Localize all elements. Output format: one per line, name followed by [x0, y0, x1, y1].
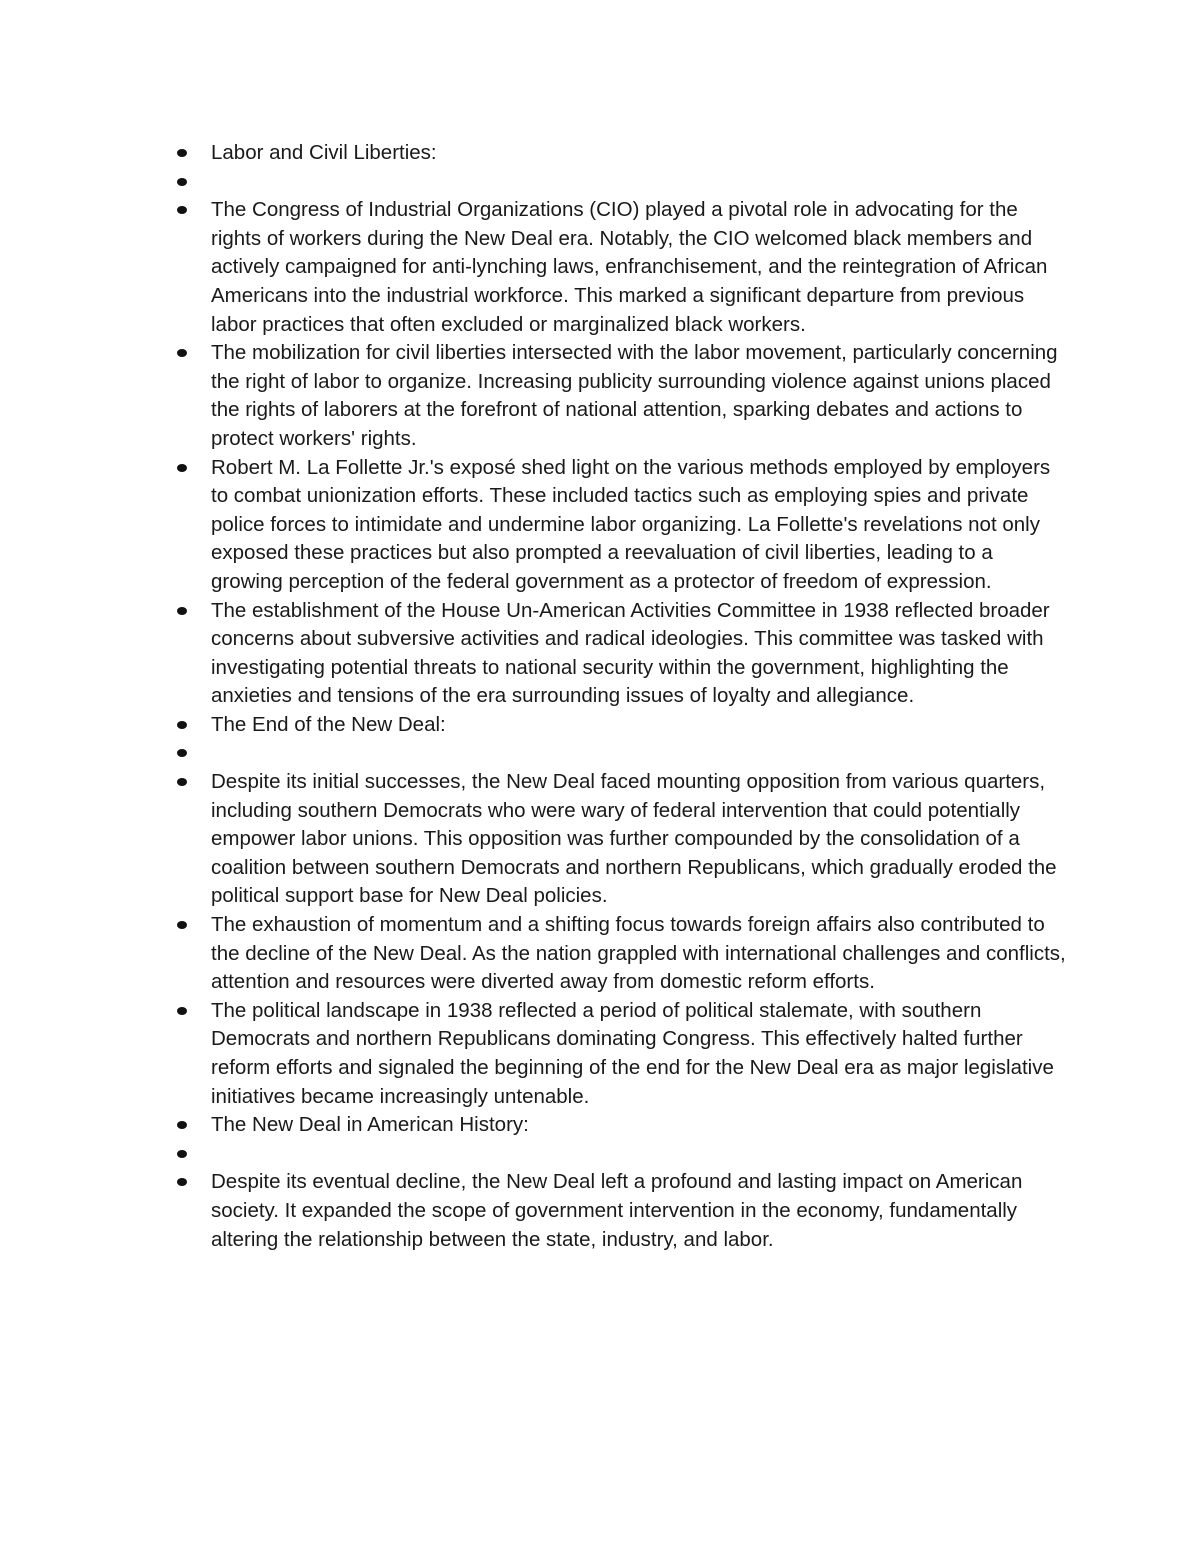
list-item-empty — [176, 168, 1066, 197]
bullet-icon — [177, 778, 187, 786]
bullet-icon — [177, 149, 187, 157]
list-item — [176, 768, 1066, 911]
list-item-text: The exhaustion of momentum and a shifting focus towards foreign affairs also contributed to the decline of the New Deal. As the nation grappled with international challenges and conflicts, attention and resources were diverted away from domestic reform efforts. — [211, 913, 1066, 994]
list-item-text: Despite its initial successes, the New Deal faced mounting opposition from various quarters, including southern Democrats who were wary of federal intervention that could potentially empower labor unions. This opposition was further compounded by the consolidation of a coalition between southern Democrats and northern Republicans, which gradually eroded the political support base for New Deal policies. — [211, 770, 1057, 908]
list-item — [176, 339, 1066, 453]
list-item-empty — [176, 739, 1066, 768]
list-item-text: The Congress of Industrial Organizations (CIO) played a pivotal role in advocating for the rights of workers during the New Deal era. Notably, the CIO welcomed black members and actively campaigned for anti-lynching laws, enfranchisement, and the reintegration of African Americans into the industrial workforce. This marked a significant departure from previous labor practices that often excluded or marginalized black workers. — [211, 198, 1048, 336]
bullet-icon — [177, 178, 187, 186]
bullet-icon — [177, 464, 187, 472]
section-heading-labor-civil-liberties — [176, 139, 1066, 168]
section-heading-new-deal-in-history — [176, 1111, 1066, 1140]
list-item — [176, 597, 1066, 711]
list-item — [176, 196, 1066, 339]
bullet-icon — [177, 921, 187, 929]
bullet-icon — [177, 749, 187, 757]
list-item-text: The End of the New Deal: — [211, 712, 446, 736]
list-item-text: The New Deal in American History: — [211, 1113, 529, 1137]
list-item-text: Despite its eventual decline, the New Deal left a profound and lasting impact on American society. It expanded the scope of government intervention in the economy, fundamentally altering the relationship between the state, industry, and labor. — [211, 1170, 1023, 1251]
bullet-icon — [177, 1007, 187, 1015]
list-item — [176, 997, 1066, 1111]
bullet-icon — [177, 1150, 187, 1158]
bullet-list — [176, 139, 1066, 1254]
list-item-empty — [176, 1140, 1066, 1169]
list-item-text: The political landscape in 1938 reflected a period of political stalemate, with southern Democrats and northern Republicans dominating Congress. This effectively halted further reform efforts and signaled the beginning of the end for the New Deal era as major legislative initiatives became increasingly untenable. — [211, 998, 1054, 1108]
list-item-text: Robert M. La Follette Jr.'s exposé shed light on the various methods employed by employers to combat unionization efforts. These included tactics such as employing spies and private police forces to intimidate and undermine labor organizing. La Follette's revelations not only exposed these practices but also prompted a reevaluation of civil liberties, leading to a growing perception of the federal government as a protector of freedom of expression. — [211, 455, 1051, 593]
list-item-text: The establishment of the House Un-American Activities Committee in 1938 reflected broader concerns about subversive activities and radical ideologies. This committee was tasked with investigating potential threats to national security within the government, highlighting the anxieties and tensions of the era surrounding issues of loyalty and allegiance. — [211, 598, 1050, 708]
bullet-icon — [177, 206, 187, 214]
list-item — [176, 1168, 1066, 1254]
bullet-icon — [177, 349, 187, 357]
list-item-text: Labor and Civil Liberties: — [211, 141, 437, 164]
list-item — [176, 454, 1066, 597]
bullet-icon — [177, 607, 187, 615]
list-item-text: The mobilization for civil liberties intersected with the labor movement, particularly concerning the right of labor to organize. Increasing publicity surrounding violence against unions placed the rights of laborers at the forefront of national attention, sparking debates and actions to protect workers' rights. — [211, 341, 1058, 450]
list-item — [176, 911, 1066, 997]
bullet-icon — [177, 721, 187, 729]
bullet-icon — [177, 1121, 187, 1129]
bullet-icon — [177, 1178, 187, 1186]
section-heading-end-of-new-deal — [176, 711, 1066, 740]
